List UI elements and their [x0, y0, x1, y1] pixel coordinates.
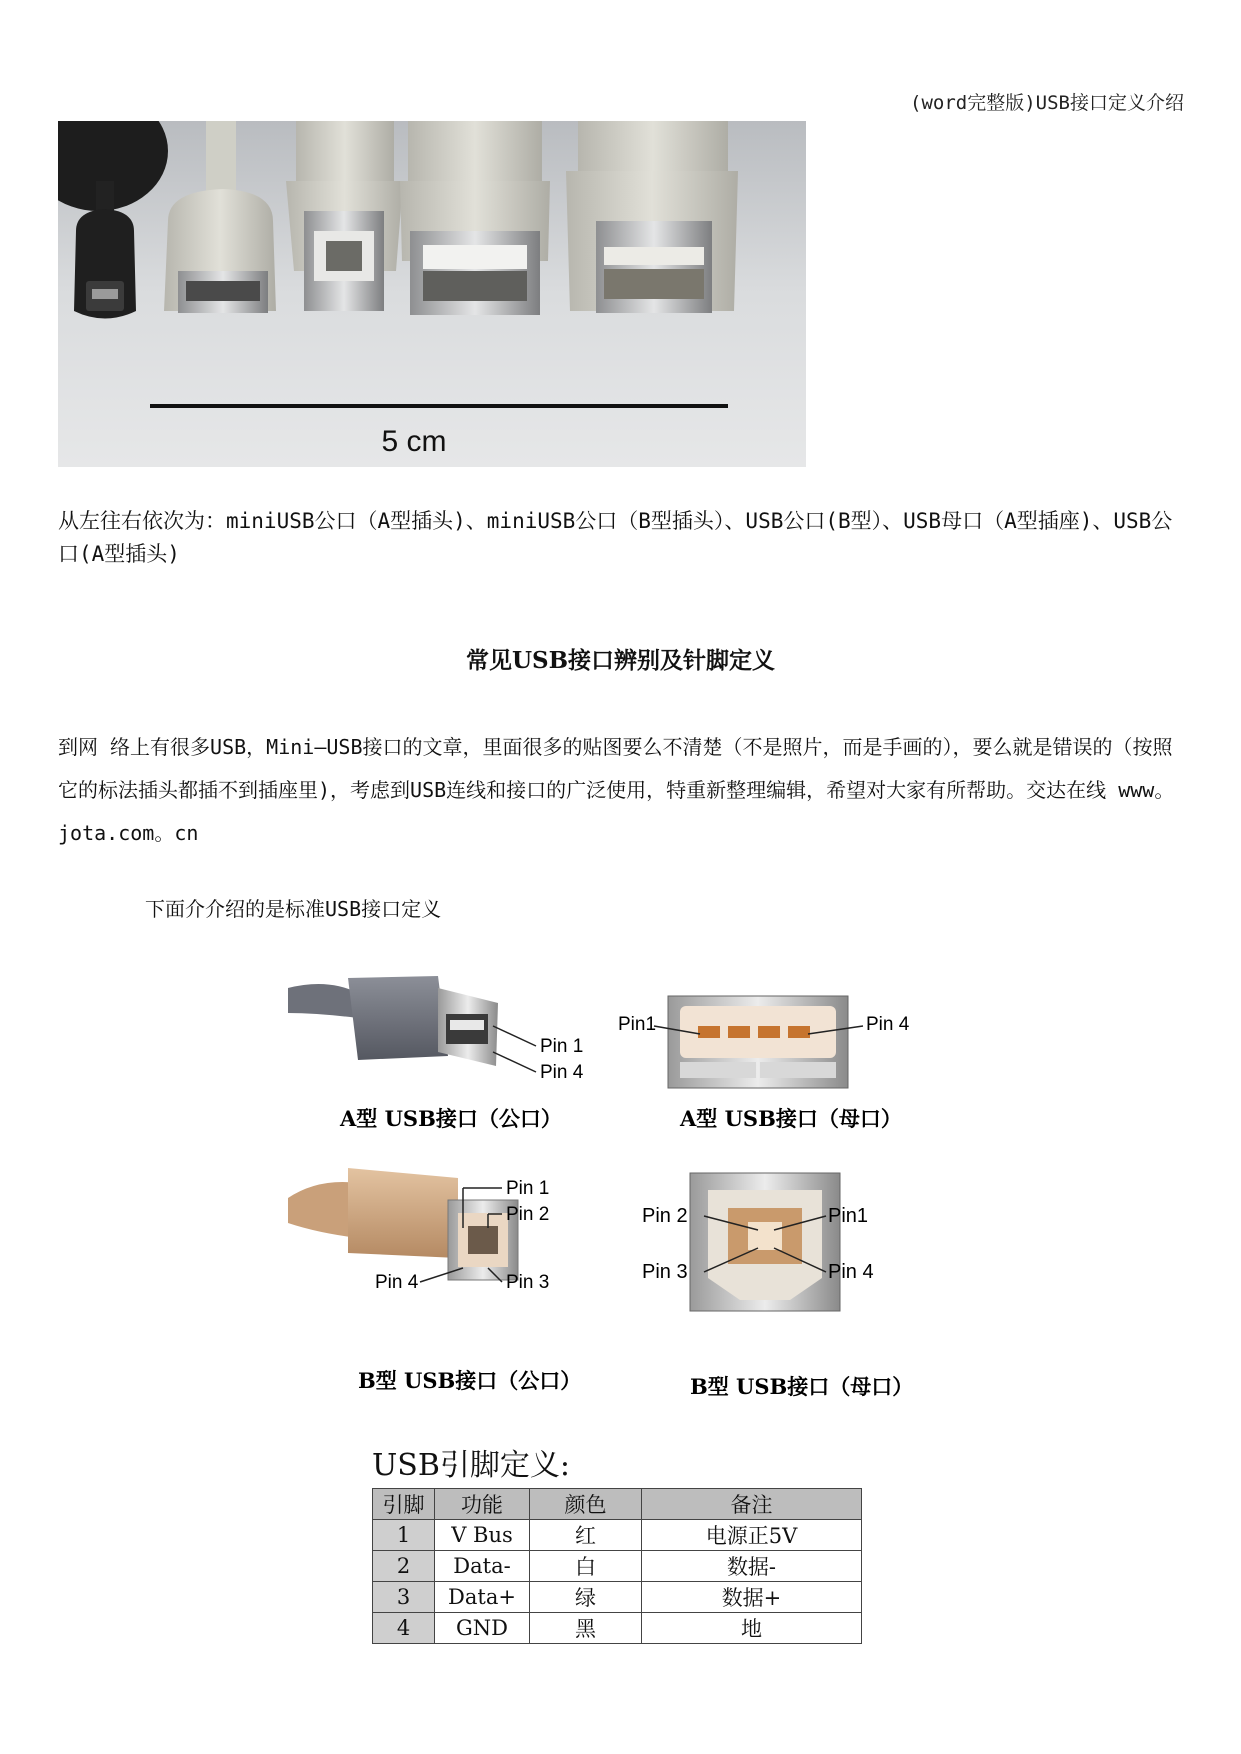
column-header: 备注 [642, 1489, 862, 1520]
table-row [373, 1520, 862, 1551]
table-row [373, 1551, 862, 1582]
table-cell: GND [435, 1613, 530, 1644]
page-header: (word完整版)USB接口定义介绍 [910, 92, 1184, 114]
b-male-title: B型 USB接口（公口） [358, 1368, 582, 1393]
pin-table-header-row [373, 1489, 862, 1520]
b-female-pin1-label: Pin1 [828, 1205, 869, 1227]
a-female-title: A型 USB接口（母口） [680, 1106, 902, 1131]
table-row [373, 1613, 862, 1644]
a-male-plug-image [288, 976, 498, 1066]
table-cell: Data+ [435, 1582, 530, 1613]
table-cell: 黑 [530, 1613, 642, 1644]
b-male-pin4-label: Pin 4 [375, 1272, 419, 1293]
a-male-pin4-label: Pin 4 [540, 1062, 584, 1083]
table-cell: 电源正5V [642, 1520, 862, 1551]
a-female-receptacle-image [668, 996, 848, 1088]
table-row [373, 1582, 862, 1613]
table-cell: 地 [642, 1613, 862, 1644]
a-male-pin1-label: Pin 1 [540, 1036, 584, 1057]
table-cell: 1 [373, 1520, 435, 1551]
pin-definition-figure [358, 1440, 888, 1665]
pin-table [372, 1488, 862, 1644]
b-male-plug-image [288, 1168, 518, 1280]
column-header: 引脚 [373, 1489, 435, 1520]
section-heading: 常见USB接口辨别及针脚定义 [465, 647, 776, 674]
usb-connectors-photo [58, 121, 806, 467]
a-female-pin1-label: Pin1 [618, 1014, 657, 1035]
table-cell: Data- [435, 1551, 530, 1582]
table-cell: V Bus [435, 1520, 530, 1551]
intro-sub-paragraph: 下面介介绍的是标准USB接口定义 [145, 897, 442, 921]
table-cell: 数据- [642, 1551, 862, 1582]
table-cell: 白 [530, 1551, 642, 1582]
b-male-pin1-label: Pin 1 [506, 1178, 550, 1199]
a-male-title: A型 USB接口（公口） [340, 1106, 562, 1131]
table-cell: 数据+ [642, 1582, 862, 1613]
table-cell: 4 [373, 1613, 435, 1644]
b-female-pin3-label: Pin 3 [642, 1261, 688, 1283]
table-cell: 红 [530, 1520, 642, 1551]
a-female-pin4-label: Pin 4 [866, 1014, 910, 1035]
b-female-pin4-label: Pin 4 [828, 1261, 874, 1283]
column-header: 颜色 [530, 1489, 642, 1520]
table-cell: 绿 [530, 1582, 642, 1613]
table-cell: 3 [373, 1582, 435, 1613]
b-female-receptacle-image [690, 1173, 840, 1311]
photo-caption: 从左往右依次为：miniUSB公口（A型插头)、miniUSB公口（B型插头）、USB公口(B型）、USB母口（A型插座)、USB公口(A型插头) [58, 509, 1173, 566]
b-female-title: B型 USB接口（母口） [690, 1374, 914, 1399]
column-header: 功能 [435, 1489, 530, 1520]
b-female-pin2-label: Pin 2 [642, 1205, 688, 1227]
b-male-pin3-label: Pin 3 [506, 1272, 550, 1293]
usb-pinout-figure [288, 968, 953, 1408]
pin-table-title: USB引脚定义: [372, 1448, 570, 1483]
b-male-pin2-label: Pin 2 [506, 1204, 550, 1225]
scale-label: 5 cm [381, 425, 447, 458]
intro-paragraph: 到网 络上有很多USB，Mini—USB接口的文章，里面很多的贴图要么不清楚（不是照片，而是手画的），要么就是错误的（按照它的标法插头都插不到插座里)，考虑到USB连线和接口的广泛使用，特重新整理编辑，希望对大家有所帮助。交达在线 www。jota.com。cn [58, 735, 1175, 845]
table-cell: 2 [373, 1551, 435, 1582]
